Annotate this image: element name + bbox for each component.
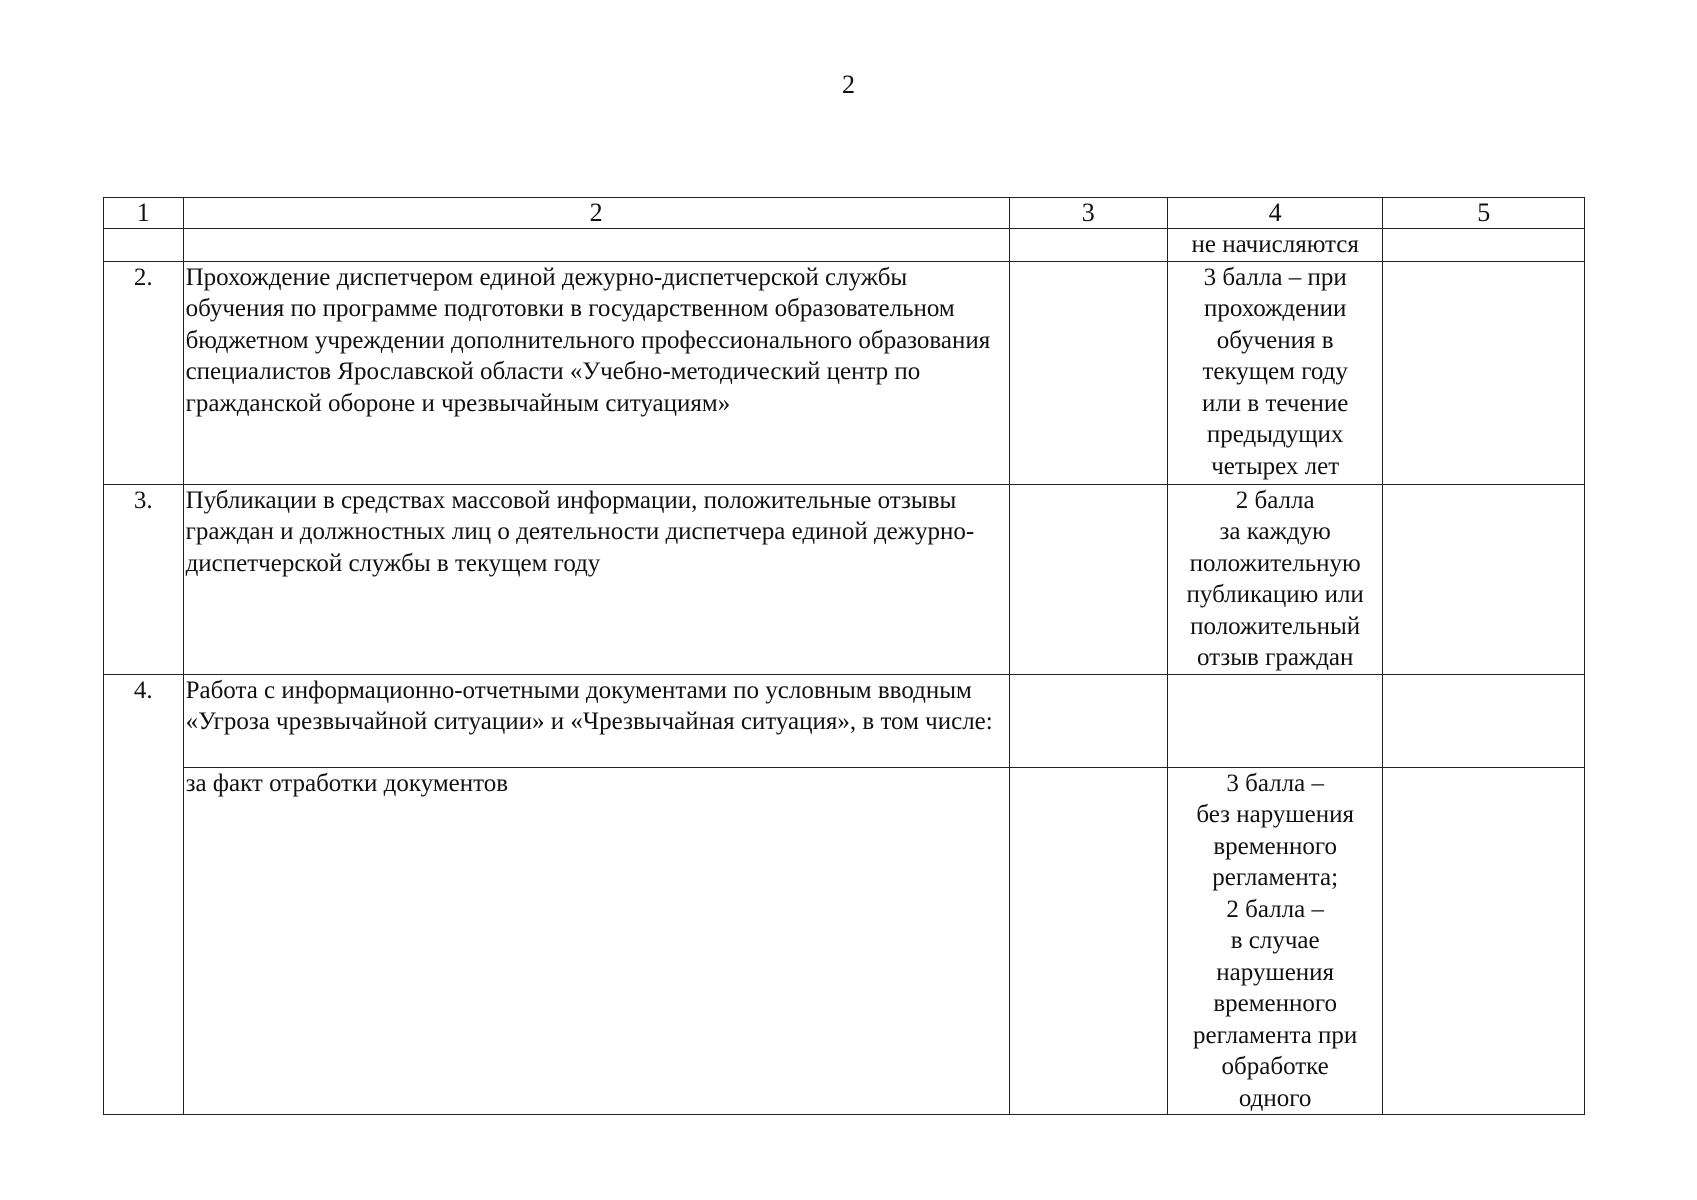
table-row-continuation [104,229,1585,262]
cell-col3 [1009,229,1167,262]
cell-num: 4. [104,674,184,1115]
cell-num: 3. [104,484,184,674]
cell-criterion: Публикации в средствах массовой информации, положительные отзывы граждан и должностных лиц о деятельности диспетчера единой дежурно-диспетчерской службы в текущем году [183,484,1009,674]
header-cell-4: 4 [1167,198,1383,229]
criteria-table [103,197,1585,1115]
cell-col5 [1383,229,1585,262]
cell-score: не начисляются [1167,229,1383,262]
page-number: 2 [842,70,855,99]
cell-criterion [183,229,1009,262]
header-cell-5: 5 [1383,198,1585,229]
cell-col5 [1383,767,1585,1115]
cell-col5 [1383,484,1585,674]
table-header-row [104,198,1585,229]
cell-num [104,229,184,262]
cell-col3 [1009,767,1167,1115]
cell-col5 [1383,674,1585,767]
cell-score [1167,674,1383,767]
cell-criterion: Работа с информационно-отчетными документами по условным вводным «Угроза чрезвычайной ситуации» и «Чрезвычайная ситуация», в том числе: [183,674,1009,767]
header-cell-2: 2 [183,198,1009,229]
cell-col5 [1383,261,1585,484]
cell-col3 [1009,674,1167,767]
header-cell-3: 3 [1009,198,1167,229]
table-subrow [104,767,1585,1115]
cell-score: 2 балла за каждую положительную публикацию или положительный отзыв граждан [1167,484,1383,674]
table-row [104,484,1585,674]
table-row [104,261,1585,484]
cell-criterion: Прохождение диспетчером единой дежурно-диспетчерской службы обучения по программе подготовки в государственном образовательном бюджетном учреждении дополнительного профессионального образования специалистов Ярославской области «Учебно-методический центр по гражданской обороне и чрезвычайным ситуациям» [183,261,1009,484]
cell-score: 3 балла – без нарушения временного регламента; 2 балла – в случае нарушения временного регламента при обработке одного [1167,767,1383,1115]
cell-score: 3 балла – при прохождении обучения в текущем году или в течение предыдущих четырех лет [1167,261,1383,484]
cell-col3 [1009,484,1167,674]
header-cell-1: 1 [104,198,184,229]
cell-num: 2. [104,261,184,484]
table-row [104,674,1585,767]
cell-criterion: за факт отработки документов [183,767,1009,1115]
cell-col3 [1009,261,1167,484]
